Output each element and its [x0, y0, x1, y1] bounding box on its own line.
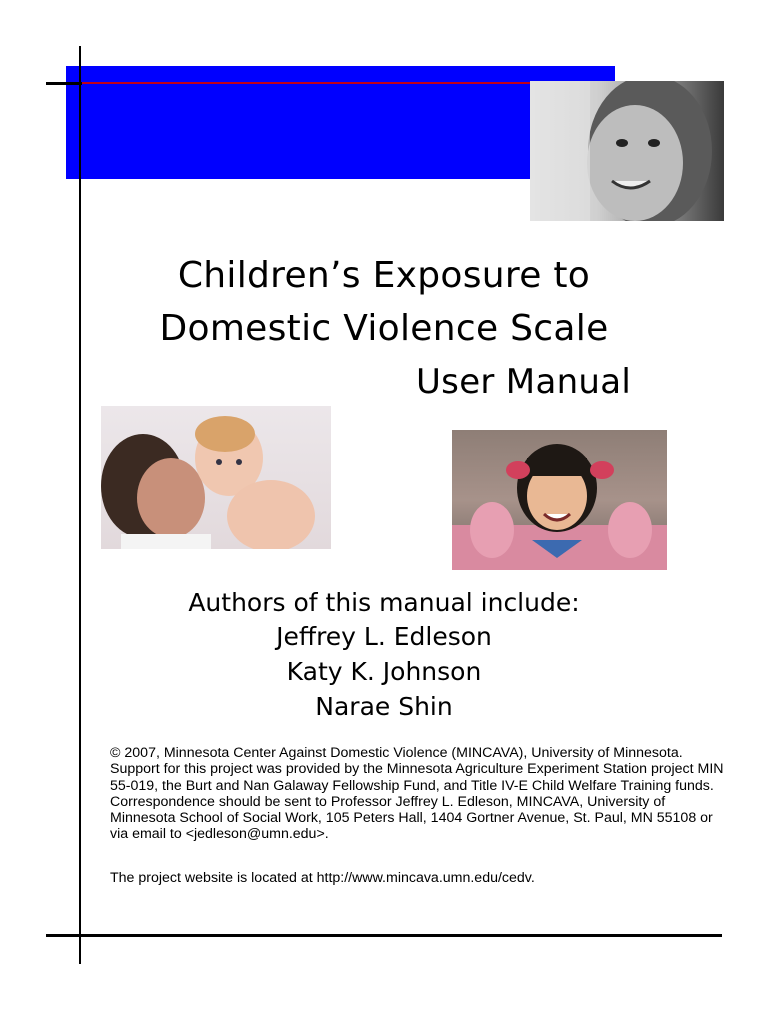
author-name: Jeffrey L. Edleson: [276, 622, 492, 651]
website-note: The project website is located at http://www.mincava.umn.edu/cedv.: [110, 870, 535, 886]
author-name: Narae Shin: [315, 692, 453, 721]
top-rule: [46, 82, 82, 85]
toddler-photo-art: [530, 81, 724, 221]
author-name: Katy K. Johnson: [286, 657, 482, 686]
authors-heading: Authors of this manual include:: [188, 588, 580, 617]
copyright-paragraph: © 2007, Minnesota Center Against Domestic Violence (MINCAVA), University of Minnesota. Support for this project was provided by the Minnesota Agriculture Experiment Station project MIN 55-019, the Burt and Nan Galaway Fellowship Fund, and Title IV-E Child Welfare Training funds. Correspondence should be sent to Professor Jeffrey L. Edleson, MINCAVA, University of Minnesota School of Social Work, 105 Peters Hall, 1404 Gortner Avenue, St. Paul, MN 55108 or via email to <jedleson@umn.edu>.: [110, 745, 724, 843]
bottom-rule: [46, 934, 722, 937]
title-line-2: Domestic Violence Scale: [159, 308, 609, 349]
father-baby-photo-art: [101, 406, 331, 549]
girl-photo: [452, 430, 667, 570]
toddler-photo: [530, 81, 724, 221]
subtitle-user-manual: User Manual: [416, 362, 632, 402]
red-accent-line: [66, 82, 530, 84]
girl-photo-art: [452, 430, 667, 570]
title-line-1: Children’s Exposure to: [177, 255, 591, 296]
vertical-rule: [79, 46, 81, 964]
father-baby-photo: [101, 406, 331, 549]
